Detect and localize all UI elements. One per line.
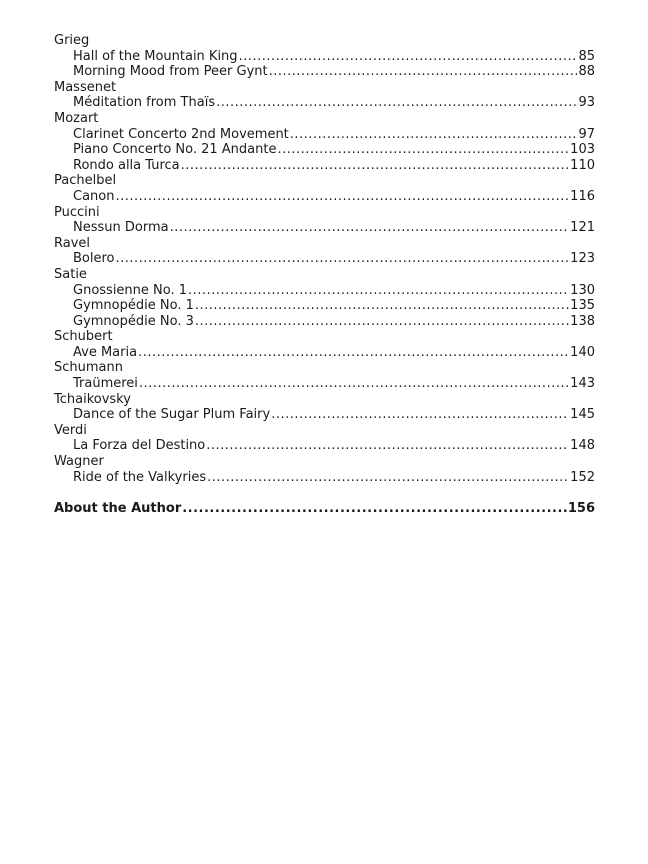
- toc-entry[interactable]: [54, 314, 595, 330]
- entry-page-number: 121: [570, 220, 595, 236]
- entry-title: About the Author: [54, 500, 182, 516]
- composer-heading: Mozart: [54, 110, 99, 126]
- toc-entry[interactable]: [54, 127, 595, 143]
- toc-entry[interactable]: [54, 376, 595, 392]
- dot-leader: [195, 298, 569, 314]
- entry-page-number: 135: [570, 298, 595, 314]
- entry-title: Méditation from Thaïs: [73, 95, 216, 111]
- entry-title: Ave Maria: [73, 344, 138, 360]
- dot-leader: [138, 345, 569, 361]
- entry-title: Traümerei: [73, 376, 138, 392]
- entry-title: Rondo alla Turca: [73, 157, 180, 173]
- toc-entry[interactable]: [54, 64, 595, 80]
- entry-title: Morning Mood from Peer Gynt: [73, 64, 268, 80]
- entry-title: Ride of the Valkyries: [73, 469, 207, 485]
- entry-title: La Forza del Destino: [73, 438, 206, 454]
- toc-entry[interactable]: [54, 407, 595, 423]
- entry-page-number: 148: [570, 438, 595, 454]
- toc-entry[interactable]: [54, 298, 595, 314]
- dot-leader: [207, 470, 569, 486]
- dot-leader: [139, 376, 569, 392]
- dot-leader: [271, 407, 569, 423]
- composer-heading: Pachelbel: [54, 173, 117, 189]
- composer-heading: Puccini: [54, 204, 100, 220]
- entry-title: Gymnopédie No. 1: [73, 298, 194, 314]
- toc-entry[interactable]: [54, 470, 595, 486]
- entry-title: Dance of the Sugar Plum Fairy: [73, 407, 271, 423]
- dot-leader: [277, 142, 569, 158]
- toc-entry[interactable]: [54, 95, 595, 111]
- composer-heading: Massenet: [54, 79, 117, 95]
- dot-leader: [188, 283, 569, 299]
- entry-title: Gymnopédie No. 3: [73, 313, 194, 329]
- entry-page-number: 143: [570, 376, 595, 392]
- entry-page-number: 130: [570, 282, 595, 298]
- dot-leader: [206, 438, 569, 454]
- toc-entry[interactable]: [54, 158, 595, 174]
- dot-leader: [116, 251, 570, 267]
- toc-entry[interactable]: [54, 142, 595, 158]
- composer-heading: Wagner: [54, 454, 104, 470]
- entry-page-number: 93: [578, 95, 595, 111]
- entry-title: Canon: [73, 188, 115, 204]
- toc-entry[interactable]: [54, 189, 595, 205]
- entry-page-number: 97: [578, 126, 595, 142]
- entry-title: Gnossienne No. 1: [73, 282, 188, 298]
- entry-page-number: 138: [570, 313, 595, 329]
- entry-page-number: 103: [570, 142, 595, 158]
- entry-page-number: 145: [570, 407, 595, 423]
- dot-leader: [239, 49, 578, 65]
- entry-page-number: 110: [570, 157, 595, 173]
- entry-title: Bolero: [73, 251, 115, 267]
- entry-title: Hall of the Mountain King: [73, 48, 238, 64]
- toc-entry[interactable]: [54, 49, 595, 65]
- spacer: [54, 485, 595, 501]
- dot-leader: [290, 127, 578, 143]
- dot-leader: [216, 95, 577, 111]
- dot-leader: [195, 314, 569, 330]
- entry-page-number: 116: [570, 188, 595, 204]
- composer-heading: Schumann: [54, 360, 123, 376]
- toc-entry[interactable]: [54, 283, 595, 299]
- entry-page-number: 156: [567, 500, 595, 516]
- entry-page-number: 152: [570, 469, 595, 485]
- dot-leader: [181, 158, 570, 174]
- entry-page-number: 123: [570, 251, 595, 267]
- entry-page-number: 140: [570, 344, 595, 360]
- dot-leader: [269, 64, 578, 80]
- toc-entry-about-the-author[interactable]: [54, 501, 595, 517]
- dot-leader: [170, 220, 570, 236]
- composer-heading: Ravel: [54, 235, 91, 251]
- composer-heading: Schubert: [54, 329, 113, 345]
- toc-entry[interactable]: [54, 345, 595, 361]
- composer-heading: Tchaikovsky: [54, 391, 131, 407]
- composer-heading: Grieg: [54, 33, 90, 48]
- toc-entry[interactable]: [54, 251, 595, 267]
- composer-heading: Satie: [54, 266, 87, 282]
- entry-title: Clarinet Concerto 2nd Movement: [73, 126, 289, 142]
- composer-heading: Verdi: [54, 422, 87, 438]
- toc-sections: [54, 33, 595, 485]
- toc-entry[interactable]: [54, 220, 595, 236]
- table-of-contents: [54, 33, 595, 516]
- entry-page-number: 85: [578, 48, 595, 64]
- toc-entry[interactable]: [54, 438, 595, 454]
- dot-leader: [182, 501, 567, 517]
- entry-title: Nessun Dorma: [73, 220, 169, 236]
- entry-title: Piano Concerto No. 21 Andante: [73, 142, 277, 158]
- dot-leader: [115, 189, 569, 205]
- entry-page-number: 88: [578, 64, 595, 80]
